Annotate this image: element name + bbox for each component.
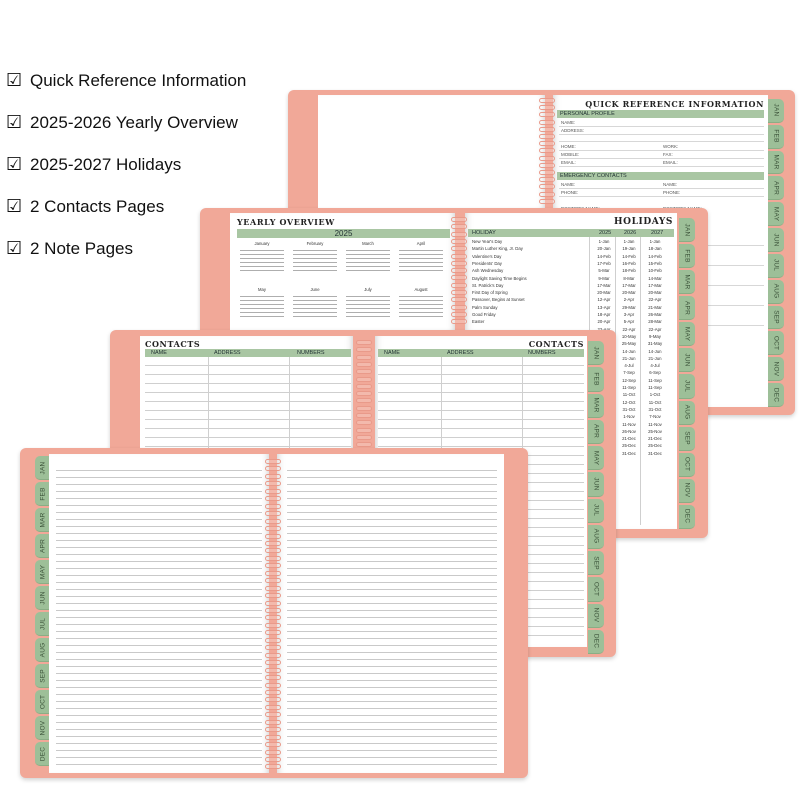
feature-item [6, 154, 246, 175]
notes-month-tabs [35, 455, 50, 767]
month-tab-apr[interactable] [679, 296, 695, 320]
feature-label: 2025-2026 Yearly Overview [30, 112, 238, 132]
spiral-ring [265, 578, 281, 583]
spiral-ring [539, 199, 555, 204]
spiral-ring [265, 750, 281, 755]
mini-calendar-days [399, 293, 443, 319]
month-tab-jul[interactable] [679, 374, 695, 398]
spiral-ring [265, 712, 281, 717]
mini-calendar-month: February [306, 241, 324, 246]
mini-calendar-month: July [364, 287, 372, 292]
spiral-ring [265, 563, 281, 568]
month-tab-label: MAR [683, 274, 691, 290]
spiral-ring [356, 435, 372, 440]
spiral-ring [265, 720, 281, 725]
month-tab-label: MAR [772, 154, 780, 170]
mini-calendar [346, 241, 390, 273]
month-tab-label: SEP [39, 668, 46, 683]
spiral-ring [356, 384, 372, 389]
spiral-ring [539, 112, 555, 117]
holiday-row: First Day of Spring 20-Mar 20-Mar 20-Mar [472, 290, 662, 296]
checkbox-icon: ☑ [6, 154, 23, 175]
spiral-ring [451, 297, 467, 302]
spiral-ring [356, 420, 372, 425]
spiral-ring [356, 362, 372, 367]
spiral-ring [265, 601, 281, 606]
home-label: HOME: [561, 144, 576, 149]
month-tab-label: AUG [772, 283, 780, 299]
spiral-ring [356, 340, 372, 345]
holiday-row: 11-Oct 1-Oct [622, 392, 661, 398]
month-tab-label: FEB [683, 248, 691, 263]
spiral-ring [451, 283, 467, 288]
quick-reference-month-tabs [768, 98, 784, 408]
month-tab-label: MAR [39, 511, 46, 528]
month-tab-aug[interactable] [768, 280, 784, 304]
spiral-ring [451, 217, 467, 222]
month-tab-label: AUG [683, 404, 691, 420]
mini-calendar [240, 287, 284, 319]
month-tab-feb[interactable] [35, 482, 50, 506]
spiral-ring [265, 757, 281, 762]
holiday-row: 25-May 31-May [621, 341, 663, 347]
yearly-overview-title: YEARLY OVERVIEW [237, 217, 335, 227]
spiral-ring [265, 623, 281, 628]
holiday-row: 7-Sep 6-Sep [623, 370, 661, 376]
spiral-ring [265, 615, 281, 620]
contacts-month-tabs [588, 340, 604, 655]
spiral-ring [265, 668, 281, 673]
spiral-ring [451, 254, 467, 259]
spiral-ring [265, 541, 281, 546]
month-tab-jan[interactable] [588, 341, 604, 365]
spiral-ring [539, 184, 555, 189]
holiday-row: Valentine's Day 14-Feb 14-Feb 14-Feb [472, 253, 662, 259]
month-tab-jun[interactable] [768, 228, 784, 252]
month-tab-label: NOV [772, 361, 780, 377]
mini-calendar-days [240, 247, 284, 273]
month-tab-label: SEP [683, 431, 691, 445]
spiral-ring [451, 246, 467, 251]
spiral-ring [265, 586, 281, 591]
spiral-ring [451, 261, 467, 266]
email-label-2: EMAIL: [663, 160, 678, 165]
notes-left-page [49, 454, 269, 773]
month-tab-nov[interactable] [35, 716, 50, 740]
spiral-ring [539, 170, 555, 175]
spiral-ring [539, 98, 555, 103]
month-tab-label: AUG [592, 529, 600, 544]
spiral-ring [539, 120, 555, 125]
fax-label: FAX: [663, 152, 673, 157]
month-tab-label: OCT [683, 457, 691, 472]
holiday-row: 21-Dec 21-Dec [622, 436, 662, 442]
month-tab-jun[interactable] [588, 472, 604, 496]
spiral-ring [451, 224, 467, 229]
holiday-row: New Year's Day 1-Jan 1-Jan 1-Jan [472, 239, 661, 244]
checkbox-icon: ☑ [6, 70, 23, 91]
month-tab-label: SEP [772, 310, 780, 324]
spiral-ring [356, 442, 372, 447]
month-tab-dec[interactable] [679, 505, 695, 529]
ec-phone-label: PHONE: [561, 190, 579, 195]
ec-name-label: NAME: [561, 182, 576, 187]
name-label: NAME: [561, 120, 576, 125]
month-tab-label: MAY [592, 450, 600, 465]
contacts-right-header: NAME ADDRESS NUMBERS [378, 349, 584, 357]
month-tab-label: APR [39, 538, 46, 553]
month-tab-feb[interactable] [588, 367, 604, 391]
holiday-row: St. Patrick's Day 17-Mar 17-Mar 17-Mar [472, 282, 662, 288]
spiral-ring [451, 305, 467, 310]
mini-calendar [293, 241, 337, 273]
spiral-ring [539, 163, 555, 168]
month-tab-label: JUN [39, 590, 46, 605]
yearly-year: 2025 [334, 229, 353, 238]
spiral-ring [265, 653, 281, 658]
feature-label: 2 Note Pages [30, 238, 134, 258]
spiral-ring [539, 177, 555, 182]
spiral-ring [265, 608, 281, 613]
personal-profile-header: PERSONAL PROFILE [557, 110, 764, 118]
holiday-row: Passover, Begins at Sunset 12-Apr 2-Apr 22-Apr [472, 297, 662, 303]
month-tab-may[interactable] [768, 202, 784, 226]
month-tab-label: FEB [39, 486, 46, 501]
month-tab-dec[interactable] [588, 630, 604, 654]
holiday-row: 31-Dec 31-Dec [622, 450, 662, 456]
spiral-ring [356, 428, 372, 433]
spiral-ring [265, 474, 281, 479]
spiral-ring [539, 156, 555, 161]
spiral-ring [451, 232, 467, 237]
holiday-row: Ash Wednesday 5-Mar 18-Feb 10-Feb [472, 268, 662, 274]
holiday-row: Palm Sunday 13-Apr 29-Mar 21-Mar [472, 304, 662, 310]
month-tab-oct[interactable] [588, 577, 604, 601]
month-tab-sep[interactable] [35, 664, 50, 688]
notes-spiral [263, 459, 283, 771]
month-tab-feb[interactable] [768, 125, 784, 149]
mini-calendar-month: January [254, 241, 270, 246]
month-tab-label: JAN [683, 223, 691, 236]
month-tab-jan[interactable] [768, 99, 784, 123]
month-tab-nov[interactable] [679, 479, 695, 503]
month-tab-label: JUL [772, 259, 780, 272]
contacts-left-lines [145, 357, 351, 451]
month-tab-label: MAY [772, 206, 780, 221]
spiral-ring [265, 489, 281, 494]
spiral-ring [356, 413, 372, 418]
holiday-row: 11-Nov 11-Nov [622, 421, 662, 427]
spiral-ring [539, 127, 555, 132]
holiday-row: 1-Nov 7-Nov [623, 414, 661, 420]
holiday-row: 31-Oct 31-Oct [622, 406, 662, 412]
spiral-ring [265, 764, 281, 769]
month-tab-oct[interactable] [35, 690, 50, 714]
month-tab-label: JAN [592, 346, 600, 360]
mini-calendar [399, 287, 443, 319]
spiral-ring [356, 406, 372, 411]
mini-calendar-days [293, 293, 337, 319]
month-tab-label: FEB [592, 372, 600, 386]
contacts-spiral [354, 340, 374, 452]
month-tab-label: JAN [39, 461, 46, 474]
spiral-ring [265, 534, 281, 539]
spiral-ring [265, 466, 281, 471]
holiday-row: 21-Jun 21-Jun [622, 355, 662, 361]
yearly-overview-page [230, 213, 455, 330]
month-tab-label: JUN [772, 232, 780, 247]
emergency-contacts-header: EMERGENCY CONTACTS [557, 172, 764, 180]
month-tab-label: JUN [592, 477, 600, 491]
holidays-month-tabs [679, 217, 695, 530]
spiral-ring [265, 638, 281, 643]
month-tab-jul[interactable] [35, 612, 50, 636]
feature-label: Quick Reference Information [30, 70, 247, 90]
checkbox-icon: ☑ [6, 112, 23, 133]
contacts-left-page [140, 336, 353, 451]
spiral-ring [265, 548, 281, 553]
spiral-ring [356, 355, 372, 360]
month-tab-jul[interactable] [768, 254, 784, 278]
holiday-row: 22-Apr 22-Apr [622, 326, 662, 332]
spiral-ring [265, 690, 281, 695]
mini-calendar-month: August [414, 287, 428, 292]
spiral-ring [451, 319, 467, 324]
month-tab-label: APR [592, 424, 600, 439]
month-tab-label: MAY [39, 564, 46, 579]
spiral-ring [265, 593, 281, 598]
spiral-ring [265, 660, 281, 665]
spiral-ring [265, 645, 281, 650]
holiday-row: 26-Nov 25-Nov [622, 428, 662, 434]
month-tab-jun[interactable] [35, 586, 50, 610]
address-label: ADDRESS: [561, 128, 585, 133]
month-tab-jun[interactable] [679, 348, 695, 372]
spiral-ring [451, 275, 467, 280]
month-tab-nov[interactable] [768, 357, 784, 381]
spiral-ring [265, 630, 281, 635]
holiday-row: 14-Jun 14-Jun [622, 348, 662, 354]
mini-calendar-days [240, 293, 284, 319]
spiral-ring [356, 347, 372, 352]
month-tab-aug[interactable] [35, 638, 50, 662]
mini-calendar-month: April [416, 241, 426, 246]
ec-name-label-2: NAME: [663, 182, 678, 187]
month-tab-apr[interactable] [588, 420, 604, 444]
month-tab-sep[interactable] [679, 427, 695, 451]
month-tab-mar[interactable] [679, 270, 695, 294]
mini-calendar [240, 241, 284, 273]
spiral-ring [265, 526, 281, 531]
month-tab-dec[interactable] [35, 742, 50, 766]
month-tab-label: JUN [683, 353, 691, 367]
month-tab-jul[interactable] [588, 499, 604, 523]
spiral-ring [356, 398, 372, 403]
month-tab-label: MAY [683, 326, 691, 341]
month-tab-label: APR [683, 300, 691, 315]
month-tab-label: JUL [39, 617, 46, 630]
month-tab-mar[interactable] [768, 151, 784, 175]
mini-calendar-days [293, 247, 337, 273]
holiday-row: Good Friday 18-Apr 3-Apr 26-Mar [472, 312, 662, 317]
holiday-row: Daylight Saving Time Begins 9-Mar 8-Mar 14-Mar [472, 275, 662, 281]
month-tab-aug[interactable] [679, 401, 695, 425]
quick-reference-spiral [537, 98, 557, 210]
month-tab-apr[interactable] [35, 534, 50, 558]
mini-calendar [293, 287, 337, 319]
spiral-ring [539, 148, 555, 153]
month-tab-aug[interactable] [588, 525, 604, 549]
month-tab-mar[interactable] [35, 508, 50, 532]
quick-reference-title: QUICK REFERENCE INFORMATION [585, 99, 764, 109]
checkbox-icon: ☑ [6, 238, 23, 259]
mini-calendar-days [399, 247, 443, 273]
month-tab-label: NOV [592, 607, 600, 623]
spiral-ring [451, 290, 467, 295]
month-tab-nov[interactable] [588, 604, 604, 628]
yearly-holidays-spiral [449, 217, 469, 329]
spiral-ring [265, 683, 281, 688]
holiday-row: Martin Luther King, Jr. Day 20-Jan 19-Jan 18-Jan [472, 246, 662, 252]
holiday-row: 12-Oct 11-Oct [622, 399, 662, 405]
month-tab-label: MAR [592, 397, 600, 413]
contacts-left-header: NAME ADDRESS NUMBERS [145, 349, 351, 357]
feature-item [6, 70, 246, 91]
month-tab-sep[interactable] [768, 306, 784, 330]
checkbox-icon: ☑ [6, 196, 23, 217]
month-tab-label: DEC [683, 509, 691, 524]
month-tab-label: OCT [592, 581, 600, 597]
mini-calendar-month: March [362, 241, 374, 246]
ec-phone-label-2: PHONE: [663, 190, 681, 195]
spiral-ring [265, 459, 281, 464]
spiral-ring [451, 268, 467, 273]
month-tab-jan[interactable] [679, 218, 695, 242]
spiral-ring [265, 556, 281, 561]
holiday-row: 11-Sep 11-Sep [622, 385, 662, 390]
spiral-ring [356, 391, 372, 396]
month-tab-label: DEC [592, 634, 600, 649]
holiday-row: 10-May 9-May [621, 333, 661, 339]
feature-label: 2025-2027 Holidays [30, 154, 182, 174]
email-label: EMAIL: [561, 160, 576, 165]
yearly-year-bar [237, 229, 450, 238]
month-tab-may[interactable] [679, 322, 695, 346]
spiral-ring [265, 511, 281, 516]
spiral-ring [265, 504, 281, 509]
month-tab-label: NOV [39, 720, 46, 735]
spiral-ring [265, 697, 281, 702]
spiral-ring [539, 105, 555, 110]
spiral-ring [451, 312, 467, 317]
month-tab-may[interactable] [35, 560, 50, 584]
month-tab-label: DEC [39, 746, 46, 761]
month-tab-oct[interactable] [768, 331, 784, 355]
month-tab-jan[interactable] [35, 456, 50, 480]
spiral-ring [265, 735, 281, 740]
mini-calendar-month: June [310, 287, 320, 292]
holiday-row: Presidents' Day 17-Feb 16-Feb 15-Feb [472, 260, 662, 266]
mini-calendar-month: May [258, 287, 266, 292]
month-tab-oct[interactable] [679, 453, 695, 477]
mobile-label: MOBILE: [561, 152, 580, 157]
month-tab-may[interactable] [588, 446, 604, 470]
holidays-title: HOLIDAYS [614, 217, 673, 227]
work-label: WORK: [663, 144, 679, 149]
spiral-ring [265, 705, 281, 710]
holidays-header: HOLIDAY 2025 2026 2027 [468, 229, 674, 237]
spiral-ring [539, 192, 555, 197]
spiral-ring [356, 377, 372, 382]
holiday-row: 25-Dec 25-Dec [622, 443, 662, 449]
month-tab-label: FEB [772, 129, 780, 143]
mini-calendar [399, 241, 443, 273]
month-tab-label: APR [772, 180, 780, 195]
month-tab-label: JUL [683, 379, 691, 393]
spiral-ring [451, 239, 467, 244]
holiday-row: 4-Jul 4-Jul [624, 363, 660, 369]
spiral-ring [265, 742, 281, 747]
spiral-ring [265, 727, 281, 732]
notes-left-lines [56, 464, 262, 767]
month-tab-apr[interactable] [768, 176, 784, 200]
contacts-title-left: CONTACTS [145, 339, 201, 349]
month-tab-label: SEP [592, 555, 600, 570]
month-tab-dec[interactable] [768, 383, 784, 407]
mini-calendar [346, 287, 390, 319]
spiral-ring [265, 675, 281, 680]
spiral-ring [265, 519, 281, 524]
month-tab-label: OCT [39, 694, 46, 709]
feature-label: 2 Contacts Pages [30, 196, 165, 216]
notes-right-lines [287, 464, 497, 767]
mini-calendar-days [346, 247, 390, 273]
quick-reference-left-page [318, 95, 545, 210]
spiral-ring [356, 369, 372, 374]
month-tab-label: JAN [772, 103, 780, 117]
spiral-ring [265, 496, 281, 501]
month-tab-sep[interactable] [588, 551, 604, 575]
month-tab-feb[interactable] [679, 244, 695, 268]
spiral-ring [539, 141, 555, 146]
month-tab-label: OCT [772, 335, 780, 351]
holiday-row: 12-Sep 11-Sep [622, 377, 662, 383]
month-tab-label: NOV [683, 482, 691, 498]
month-tab-label: JUL [592, 504, 600, 517]
month-tab-label: DEC [772, 387, 780, 402]
month-tab-label: AUG [39, 642, 46, 657]
holiday-row: Easter 20-Apr 5-Apr 28-Mar [472, 319, 662, 325]
notes-right-page [277, 454, 504, 773]
contacts-title-right: CONTACTS [528, 339, 584, 349]
spiral-ring [539, 134, 555, 139]
spiral-ring [265, 481, 281, 486]
spiral-ring [265, 571, 281, 576]
month-tab-mar[interactable] [588, 394, 604, 418]
feature-item [6, 112, 246, 133]
mini-calendar-days [346, 293, 390, 319]
